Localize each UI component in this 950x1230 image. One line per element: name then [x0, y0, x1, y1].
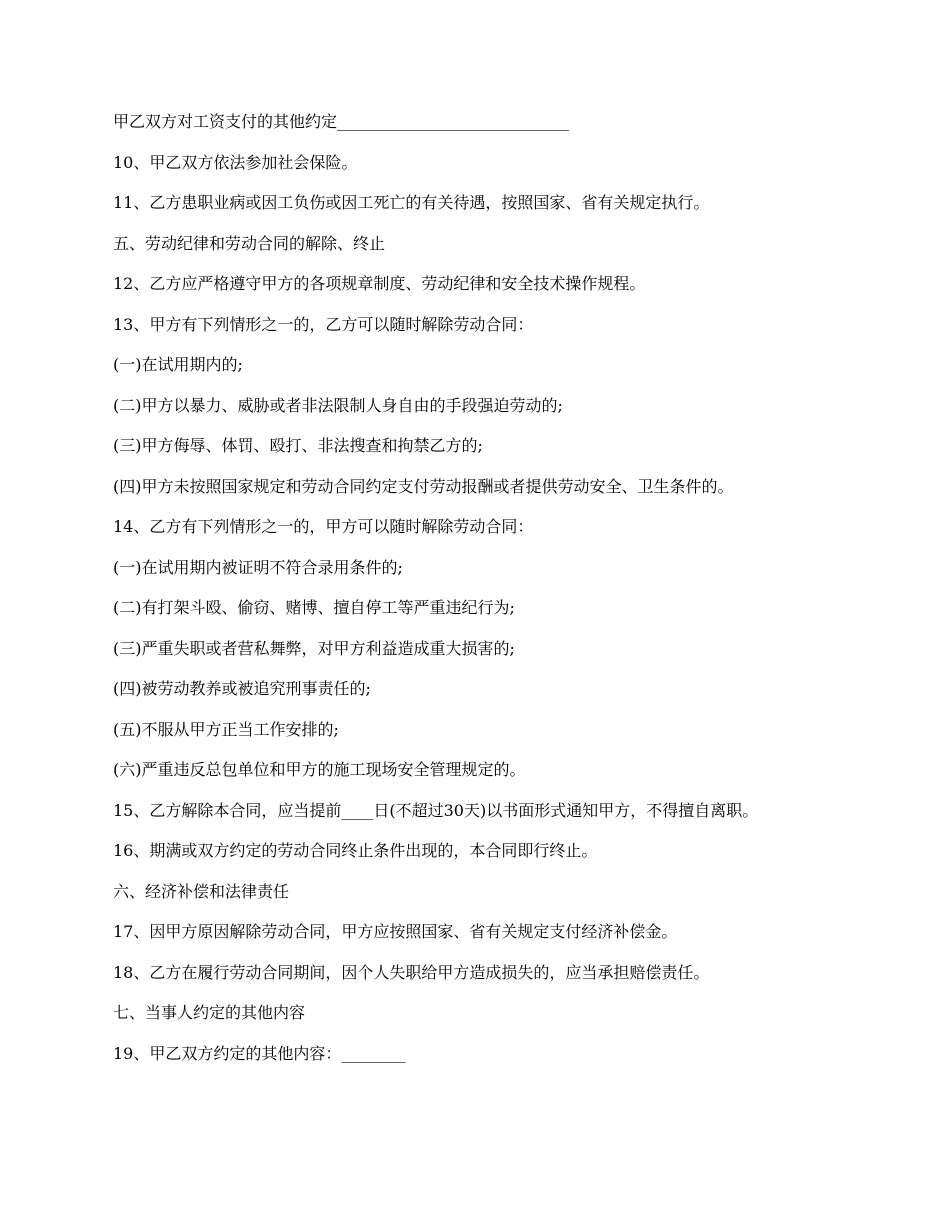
- clause-14-item-5: (五)不服从甲方正当工作安排的;: [113, 719, 339, 739]
- document-body: [113, 112, 843, 1084]
- clause-14-item-2: (二)有打架斗殴、偷窃、赌博、擅自停工等严重违纪行为;: [113, 598, 515, 617]
- paragraph-clause-17: 17、因甲方原因解除劳动合同，甲方应按照国家、省有关规定支付经济补偿金。: [113, 922, 678, 941]
- paragraph-clause-11: 11、乙方患职业病或因工负伤或因工死亡的有关待遇，按照国家、省有关规定执行。: [113, 193, 710, 212]
- section-heading-7: 七、当事人约定的其他内容: [113, 1003, 306, 1022]
- paragraph-clause-18: 18、乙方在履行劳动合同期间，因个人失职给甲方造成损失的，应当承担赔偿责任。: [113, 962, 710, 982]
- paragraph-clause-19: 19、甲乙双方约定的其他内容：________: [113, 1043, 406, 1063]
- paragraph-wage-other-agreement: 甲乙双方对工资支付的其他约定_____________________________: [113, 112, 570, 131]
- clause-14-item-4: (四)被劳动教养或被追究刑事责任的;: [113, 679, 371, 698]
- paragraph-clause-10: 10、甲乙双方依法参加社会保险。: [113, 152, 358, 172]
- section-heading-5: 五、劳动纪律和劳动合同的解除、终止: [113, 233, 386, 253]
- clause-13-item-4: (四)甲方未按照国家规定和劳动合同约定支付劳动报酬或者提供劳动安全、卫生条件的。: [113, 476, 734, 496]
- clause-13-item-2: (二)甲方以暴力、威胁或者非法限制人身自由的手段强迫劳动的;: [113, 395, 563, 415]
- clause-13-item-3: (三)甲方侮辱、体罚、殴打、非法搜查和拘禁乙方的;: [113, 436, 483, 455]
- clause-14-item-1: (一)在试用期内被证明不符合录用条件的;: [113, 557, 403, 577]
- section-heading-6: 六、经济补偿和法律责任: [113, 881, 290, 901]
- paragraph-clause-14: 14、乙方有下列情形之一的，甲方可以随时解除劳动合同：: [113, 517, 534, 536]
- paragraph-clause-13: 13、甲方有下列情形之一的，乙方可以随时解除劳动合同：: [113, 314, 534, 334]
- clause-14-item-6: (六)严重违反总包单位和甲方的施工现场安全管理规定的。: [113, 760, 526, 779]
- paragraph-clause-12: 12、乙方应严格遵守甲方的各项规章制度、劳动纪律和安全技术操作规程。: [113, 274, 646, 293]
- paragraph-clause-16: 16、期满或双方约定的劳动合同终止条件出现的，本合同即行终止。: [113, 841, 598, 860]
- clause-14-item-3: (三)严重失职或者营私舞弊，对甲方利益造成重大损害的;: [113, 638, 515, 658]
- paragraph-clause-15: 15、乙方解除本合同，应当提前____日(不超过30天)以书面形式通知甲方，不得擅自离职。: [113, 800, 759, 820]
- clause-13-item-1: (一)在试用期内的;: [113, 355, 243, 374]
